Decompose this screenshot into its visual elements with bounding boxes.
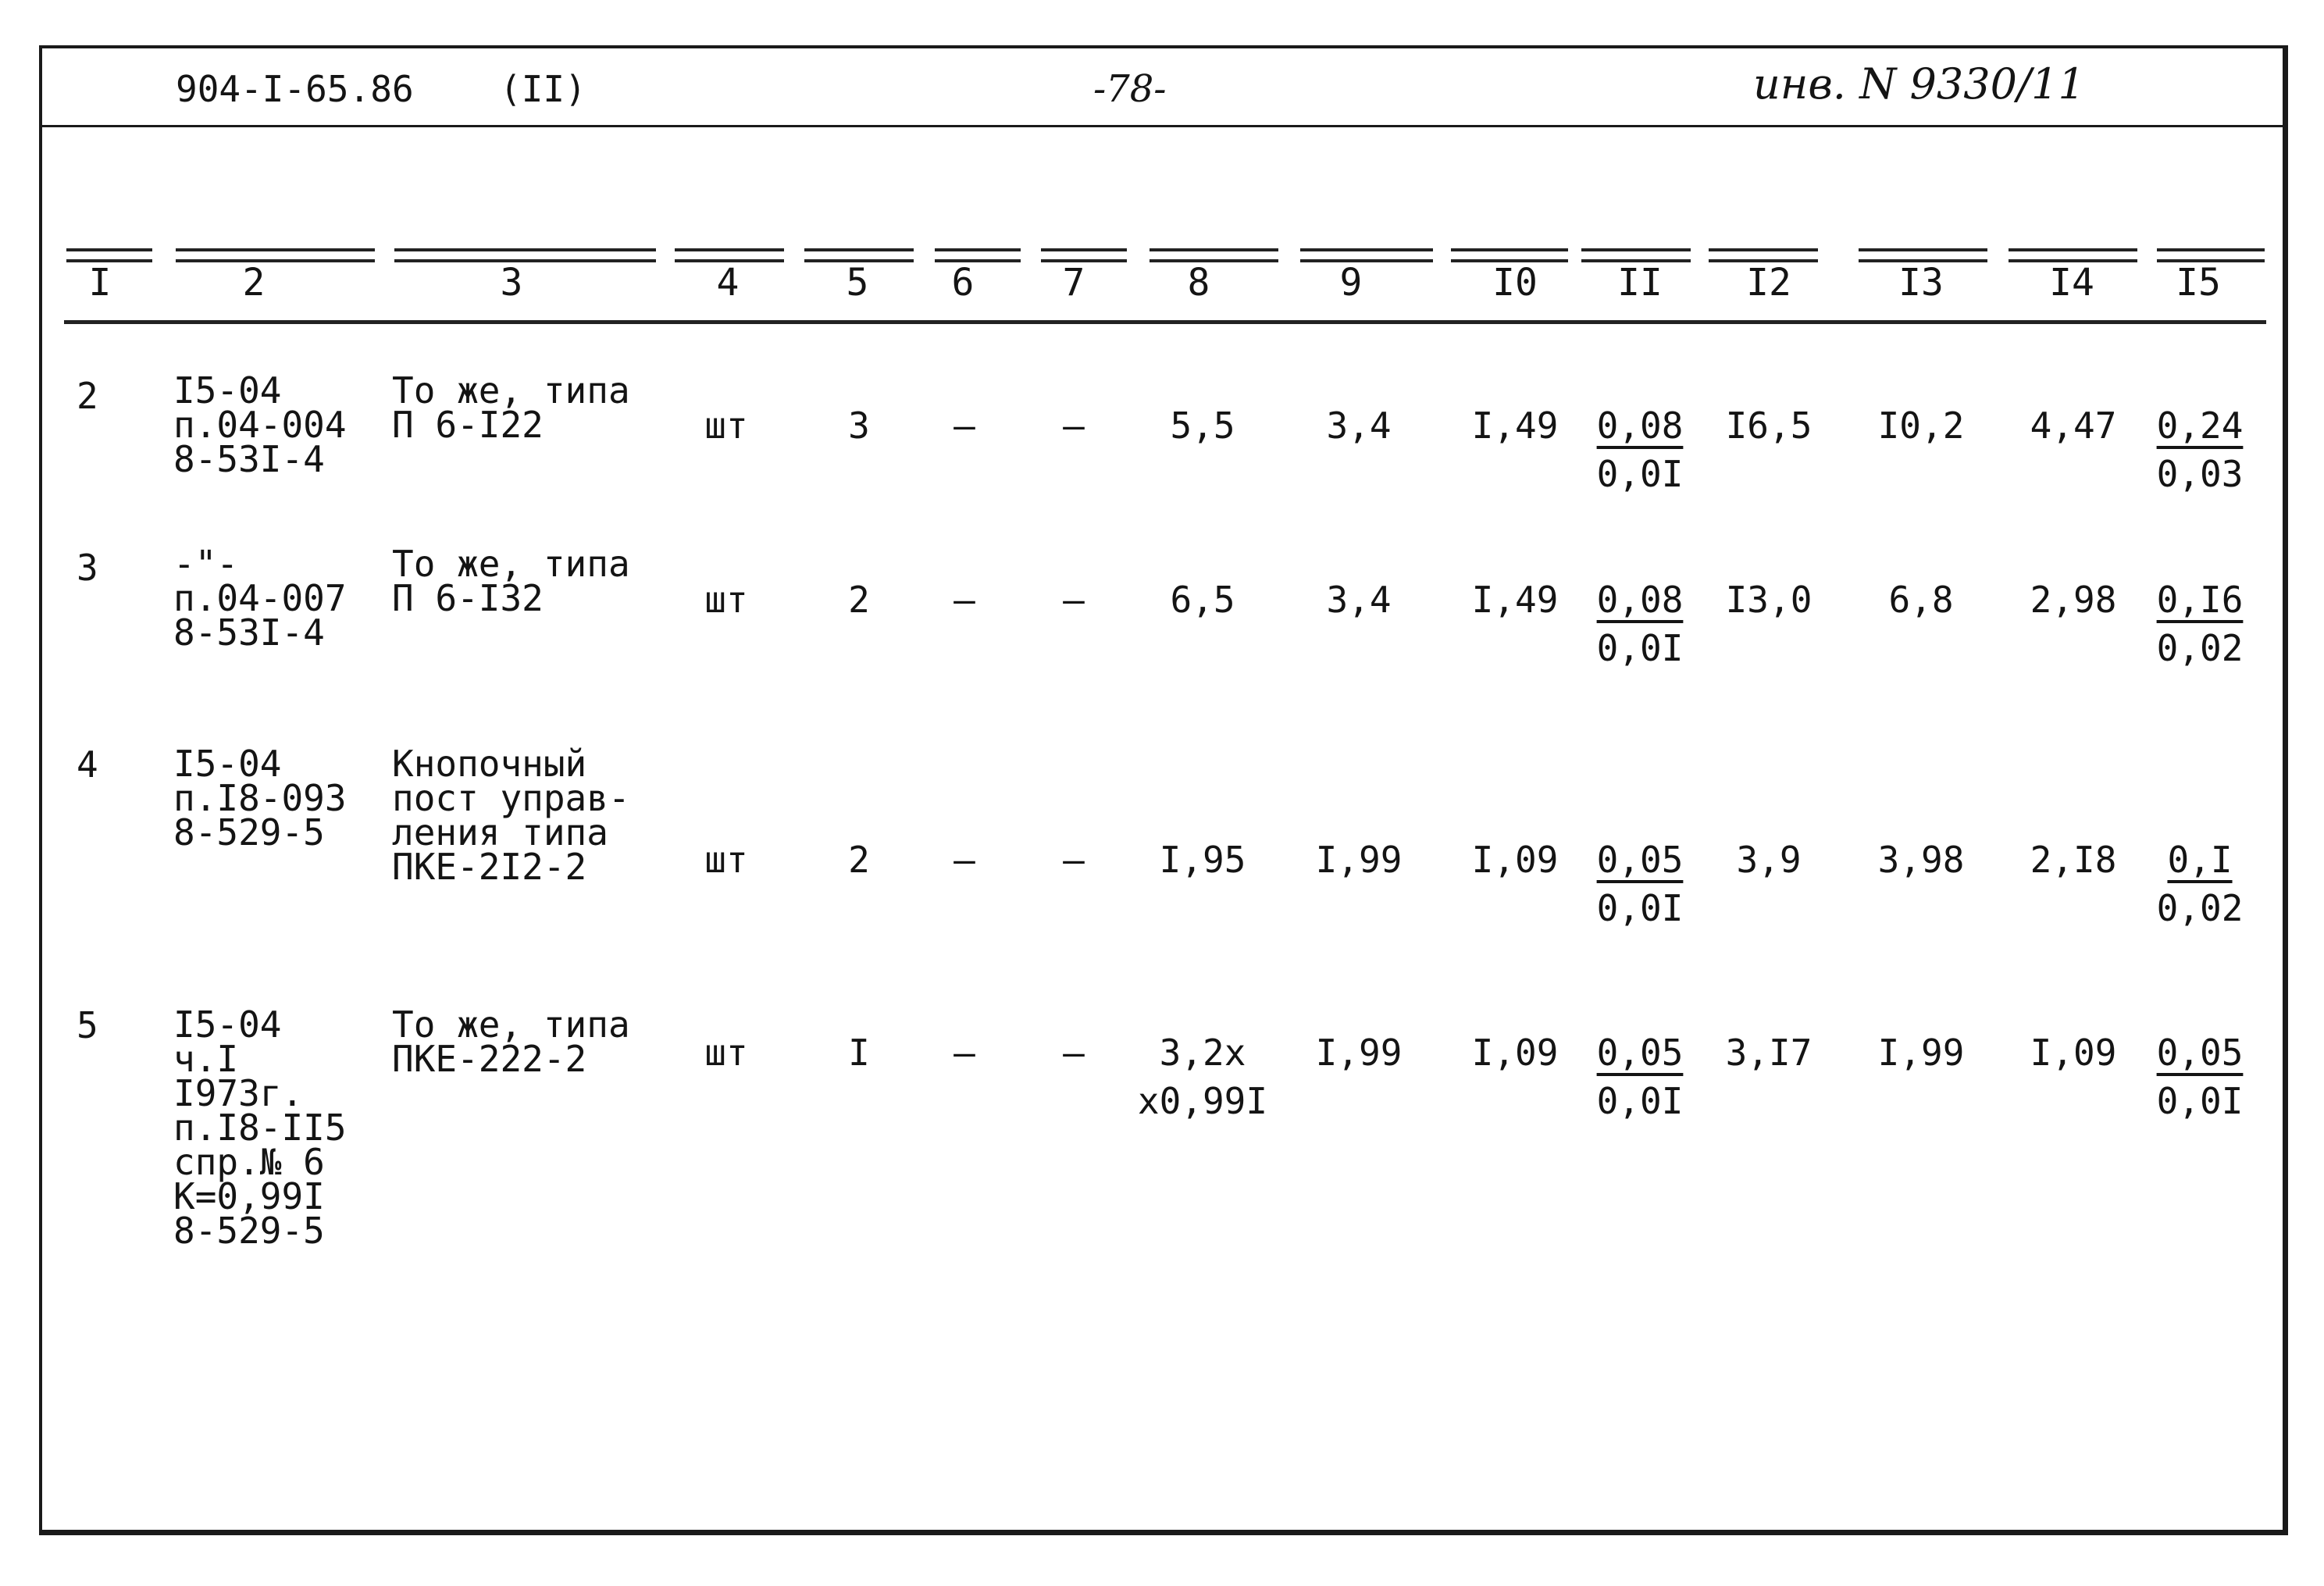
item-name-line: То же, типа [392,543,630,585]
column-8-value [1125,401,1281,450]
column-header: I [88,261,112,305]
column-header: I2 [1746,261,1791,305]
column-11-fraction [1593,839,1687,929]
column-8-line: х0,99I [1137,1080,1268,1122]
row-number: 3 [77,547,98,589]
item-name-line: ПКЕ-2I2-2 [392,846,587,888]
column-7-value: – [1063,579,1085,621]
column-header: 5 [846,261,869,305]
norm-reference-line: п.04-004 [173,404,347,446]
norm-reference-line: 8-529-5 [173,1210,325,1252]
column-13-value: 3,98 [1877,839,1965,881]
item-name-line: Кнопочный [392,743,587,785]
column-7-value: – [1063,839,1085,881]
column-header: I3 [1898,261,1944,305]
norm-reference [173,743,347,854]
unit: шт [704,579,748,621]
item-name-line: То же, типа [392,1003,630,1046]
column-header: 6 [951,261,975,305]
column-header: 3 [500,261,523,305]
norm-reference [173,543,347,654]
column-6-value: – [953,405,975,447]
column-10-value: I,09 [1471,1032,1559,1074]
column-11-fraction-top: 0,08 [1596,579,1684,621]
column-15-fraction-bottom: 0,03 [2156,453,2244,495]
item-name [392,543,630,619]
item-name [392,743,630,888]
column-7-value: – [1063,1032,1085,1074]
item-name-line: То же, типа [392,369,630,412]
norm-reference [173,1003,347,1252]
column-8-line: I,95 [1159,839,1246,881]
page-number: -78- [1093,67,1167,111]
column-11-fraction-bottom: 0,0I [1596,1080,1684,1122]
column-8-line: 5,5 [1170,405,1235,447]
quantity: I [848,1032,870,1074]
norm-reference-line: I973г. [173,1072,304,1114]
quantity: 2 [848,579,870,621]
column-14-value: I,09 [2030,1032,2117,1074]
column-header: I0 [1492,261,1538,305]
column-9-value: 3,4 [1326,405,1392,447]
column-header: I4 [2049,261,2094,305]
column-15-fraction [2149,405,2251,495]
norm-reference-line: К=0,99I [173,1175,325,1217]
column-11-fraction-bottom: 0,0I [1596,627,1684,669]
column-header: 8 [1187,261,1210,305]
column-6-value: – [953,839,975,881]
column-11-fraction [1593,579,1687,669]
column-15-fraction-top: 0,I [2167,839,2233,881]
row-number: 2 [77,375,98,417]
column-15-fraction [2149,579,2251,669]
column-11-fraction [1593,1032,1687,1122]
column-6-value: – [953,1032,975,1074]
column-6-value: – [953,579,975,621]
item-name [392,1003,630,1080]
column-14-value: 4,47 [2030,405,2117,447]
column-11-fraction-top: 0,05 [1596,839,1684,881]
item-name-line: П 6-I22 [392,404,544,446]
norm-reference-line: I5-04 [173,743,282,785]
column-13-value: I0,2 [1877,405,1965,447]
column-13-value: I,99 [1877,1032,1965,1074]
row-number: 4 [77,743,98,786]
column-header: 2 [242,261,266,305]
column-11-fraction [1593,405,1687,495]
column-14-value: 2,98 [2030,579,2117,621]
column-8-line: 3,2х [1159,1032,1246,1074]
item-name-line: ПКЕ-222-2 [392,1038,587,1080]
column-8-value [1125,1028,1281,1125]
item-name [392,369,630,446]
document-code: 904-I-65.86 [176,68,414,110]
column-15-fraction [2149,839,2251,929]
unit: шт [704,405,748,447]
unit: шт [704,1032,748,1074]
norm-reference [173,369,347,480]
document-sheet: (II) [500,68,586,110]
column-header: 7 [1062,261,1085,305]
norm-reference-line: п.I8-II5 [173,1107,347,1149]
norm-reference-line: -"- [173,543,239,585]
column-12-value: 3,I7 [1725,1032,1813,1074]
column-11-fraction-bottom: 0,0I [1596,453,1684,495]
norm-reference-line: 8-53I-4 [173,611,325,654]
norm-reference-line: I5-04 [173,1003,282,1046]
column-14-value: 2,I8 [2030,839,2117,881]
column-11-fraction-bottom: 0,0I [1596,887,1684,929]
column-12-value: I3,0 [1725,579,1813,621]
header-divider [39,125,2288,127]
norm-reference-line: 8-53I-4 [173,438,325,480]
column-10-value: I,49 [1471,579,1559,621]
unit: шт [704,839,748,881]
item-name-line: П 6-I32 [392,577,544,619]
quantity: 3 [848,405,870,447]
column-15-fraction-bottom: 0,0I [2156,1080,2244,1122]
quantity: 2 [848,839,870,881]
column-header: 9 [1339,261,1363,305]
norm-reference-line: I5-04 [173,369,282,412]
norm-reference-line: ч.I [173,1038,239,1080]
column-header: 4 [716,261,740,305]
header-bottom-rule [64,320,2266,324]
norm-reference-line: п.I8-093 [173,777,347,819]
column-13-value: 6,8 [1888,579,1954,621]
norm-reference-line: 8-529-5 [173,811,325,854]
column-header: I5 [2176,261,2221,305]
item-name-line: пост управ- [392,777,630,819]
item-name-line: ления типа [392,811,608,854]
column-9-value: I,99 [1315,839,1403,881]
row-number: 5 [77,1004,98,1046]
column-header: II [1617,261,1663,305]
column-12-value: 3,9 [1736,839,1802,881]
column-8-value [1125,576,1281,624]
column-15-fraction-top: 0,05 [2156,1032,2244,1074]
norm-reference-line: п.04-007 [173,577,347,619]
column-12-value: I6,5 [1725,405,1813,447]
column-11-fraction-top: 0,05 [1596,1032,1684,1074]
column-10-value: I,09 [1471,839,1559,881]
column-15-fraction-bottom: 0,02 [2156,887,2244,929]
inventory-number: инв. N 9330/11 [1753,59,2085,109]
column-15-fraction-bottom: 0,02 [2156,627,2244,669]
column-9-value: 3,4 [1326,579,1392,621]
column-15-fraction-top: 0,24 [2156,405,2244,447]
column-15-fraction-top: 0,I6 [2156,579,2244,621]
column-9-value: I,99 [1315,1032,1403,1074]
column-8-value [1125,836,1281,884]
column-7-value: – [1063,405,1085,447]
column-8-line: 6,5 [1170,579,1235,621]
norm-reference-line: спр.№ 6 [173,1141,325,1183]
column-15-fraction [2149,1032,2251,1122]
column-11-fraction-top: 0,08 [1596,405,1684,447]
column-10-value: I,49 [1471,405,1559,447]
